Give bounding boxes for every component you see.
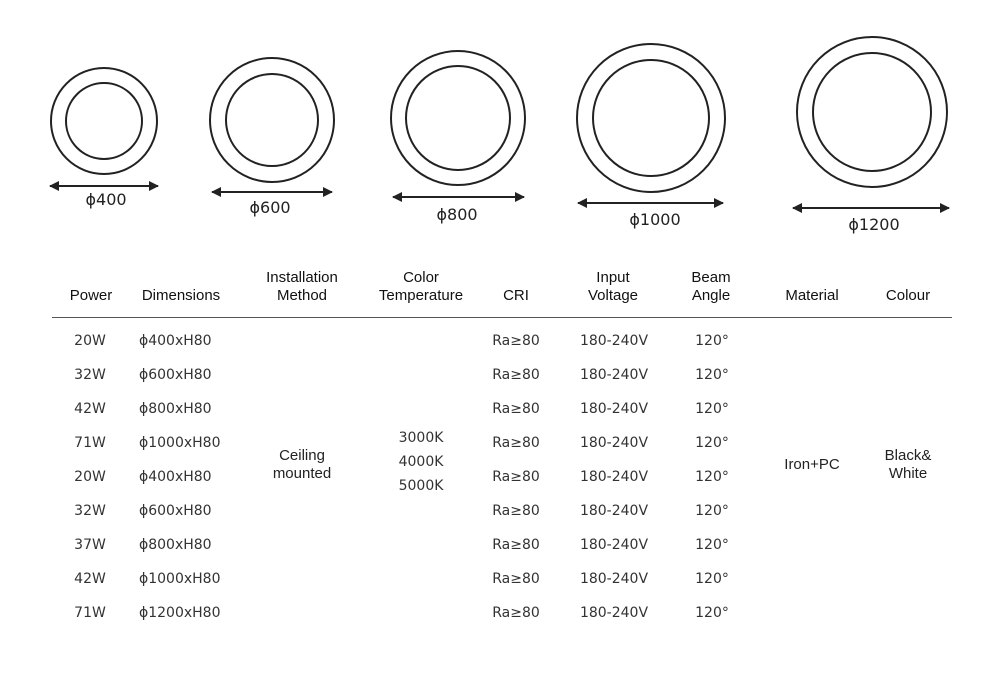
header-input-voltage [588,269,638,305]
color-temperature-cell [399,426,444,498]
power-cell: 32W [74,503,106,519]
cri-cell: Ra≥80 [492,571,540,587]
inner-ring [406,66,510,170]
diameter-label: ϕ1000 [629,210,681,229]
header-power [70,287,113,305]
fixture-800 [391,51,525,224]
temperature-option: 3000K [398,430,444,446]
header-line: Method [276,287,328,304]
material-cell [784,456,839,474]
cri-cell: Ra≥80 [492,401,540,417]
voltage-cell: 180-240V [579,401,649,417]
cell-line: Iron+PC [784,456,840,473]
beam-angle-cell: 120° [695,503,729,519]
header-installation-method [266,269,338,305]
cri-cell: Ra≥80 [492,435,540,451]
outer-ring [797,37,947,187]
fixture-1000 [577,44,725,229]
header-line: Installation [266,269,338,286]
beam-angle-cell: 120° [695,333,729,349]
header-line: Color [403,269,439,286]
dimensions-cell: ϕ1200xH80 [139,605,221,621]
beam-angle-cell: 120° [695,537,729,553]
colour-cell [885,447,932,483]
fixture-600 [210,58,334,217]
inner-ring [813,53,931,171]
fixture-size-diagram [0,0,1000,250]
voltage-cell: 180-240V [579,571,649,587]
dimensions-cell: ϕ800xH80 [139,537,212,553]
beam-angle-cell: 120° [695,435,729,451]
cri-cell: Ra≥80 [492,367,540,383]
temperature-option: 4000K [398,454,444,470]
inner-ring [226,74,318,166]
header-beam-angle [691,269,730,305]
header-color-temperature [379,269,463,305]
beam-angle-cell: 120° [695,469,729,485]
voltage-cell: 180-240V [579,605,649,621]
power-cell: 37W [74,537,106,553]
header-line: Beam [691,269,731,286]
outer-ring [391,51,525,185]
diameter-label: ϕ600 [249,198,291,217]
diameter-label: ϕ1200 [848,215,900,234]
header-line: Temperature [378,287,464,304]
diameter-label: ϕ400 [85,190,127,209]
inner-ring [66,83,142,159]
dimensions-cell: ϕ400xH80 [139,469,212,485]
cri-cell: Ra≥80 [492,503,540,519]
power-cell: 42W [74,571,106,587]
cell-line: White [888,465,928,482]
cell-line: Ceiling [279,447,325,464]
beam-angle-cell: 120° [695,401,729,417]
cri-cell: Ra≥80 [492,469,540,485]
outer-ring [210,58,334,182]
power-cell: 32W [74,367,106,383]
fixture-1200 [793,37,949,234]
power-cell: 71W [74,435,106,451]
power-cell: 20W [74,333,106,349]
header-cri [503,287,529,305]
dimensions-cell: ϕ1000xH80 [139,435,221,451]
header-line: Power [69,287,113,304]
header-line: Material [785,287,839,304]
temperature-option: 5000K [398,478,444,494]
outer-ring [577,44,725,192]
voltage-cell: 180-240V [579,367,649,383]
voltage-cell: 180-240V [579,333,649,349]
voltage-cell: 180-240V [579,537,649,553]
dimensions-cell: ϕ600xH80 [139,367,212,383]
header-line: Input [596,269,630,286]
cri-cell: Ra≥80 [492,605,540,621]
beam-angle-cell: 120° [695,605,729,621]
cell-line: mounted [272,465,332,482]
fixture-400 [50,68,158,209]
power-cell: 71W [74,605,106,621]
header-line: CRI [503,287,529,304]
voltage-cell: 180-240V [579,435,649,451]
header-colour [886,287,930,305]
header-dimensions [142,287,220,305]
header-divider [52,317,952,318]
header-line: Angle [691,287,731,304]
header-line: Colour [885,287,931,304]
dimensions-cell: ϕ800xH80 [139,401,212,417]
cri-cell: Ra≥80 [492,537,540,553]
voltage-cell: 180-240V [579,469,649,485]
header-line: Voltage [587,287,639,304]
diameter-label: ϕ800 [436,205,478,224]
dimensions-cell: ϕ1000xH80 [139,571,221,587]
installation-cell [273,447,331,483]
voltage-cell: 180-240V [579,503,649,519]
inner-ring [593,60,709,176]
cri-cell: Ra≥80 [492,333,540,349]
header-material [785,287,838,305]
power-cell: 20W [74,469,106,485]
beam-angle-cell: 120° [695,571,729,587]
dimensions-cell: ϕ600xH80 [139,503,212,519]
dimensions-cell: ϕ400xH80 [139,333,212,349]
beam-angle-cell: 120° [695,367,729,383]
header-line: Dimensions [141,287,221,304]
power-cell: 42W [74,401,106,417]
cell-line: Black& [884,447,932,464]
